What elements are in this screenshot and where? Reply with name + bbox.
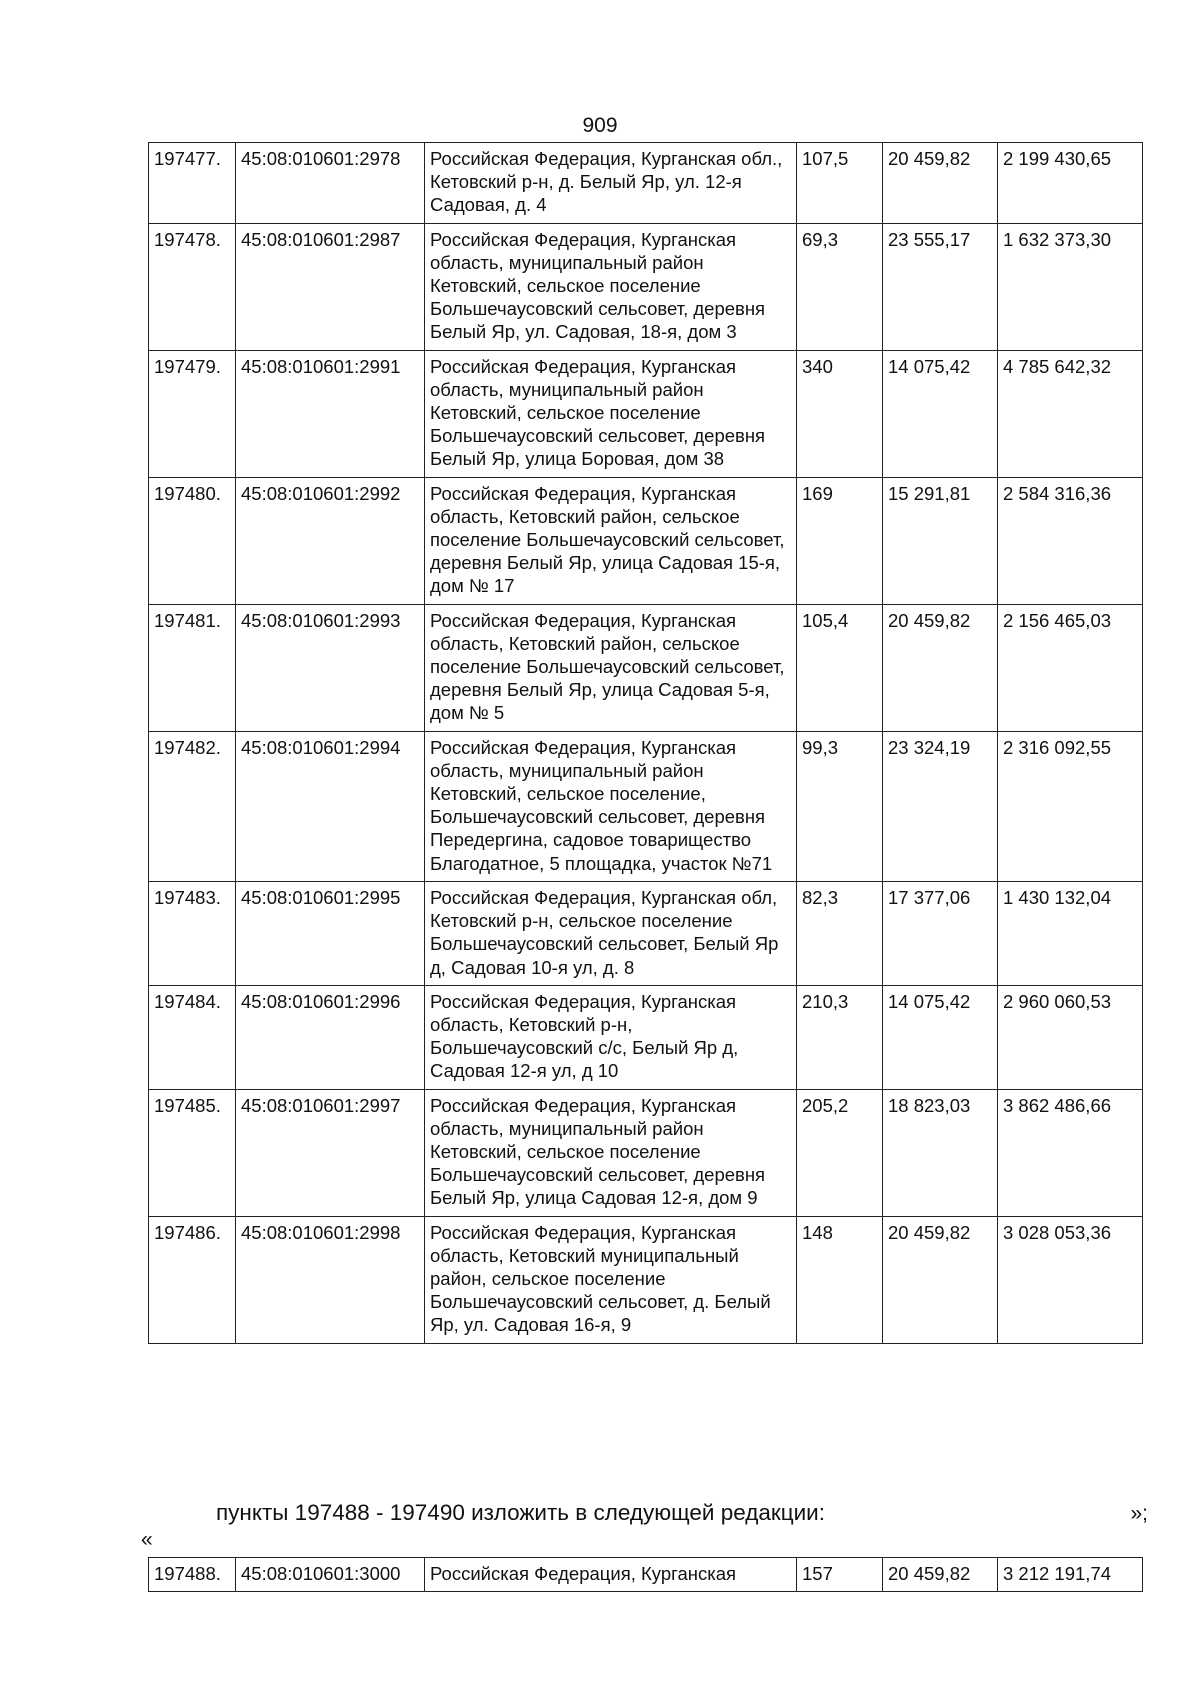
table-row: [149, 350, 1143, 477]
area-cell: 105,4: [797, 604, 883, 731]
item-number-cell: 197488.: [149, 1558, 236, 1592]
page-number: 909: [582, 114, 618, 137]
amendment-text: пункты 197488 - 197490 изложить в следующей редакции:: [216, 1500, 826, 1525]
area-cell: 107,5: [797, 143, 883, 224]
address-cell: Российская Федерация, Курганская область, Кетовский муниципальный район, сельское поселение Большечаусовский сельсовет, д. Белый Яр, ул. Садовая 16-я, 9: [425, 1216, 797, 1343]
cadastral-number-cell: 45:08:010601:2996: [236, 985, 425, 1089]
item-number-cell: 197482.: [149, 731, 236, 881]
opening-quote: «: [141, 1528, 153, 1551]
cadastral-number-cell: 45:08:010601:2991: [236, 350, 425, 477]
table-row: [149, 223, 1143, 350]
property-register-table: [148, 142, 1143, 1344]
closing-quote: »;: [1130, 1502, 1148, 1525]
cadastral-value-cell: 1 430 132,04: [998, 881, 1143, 985]
cadastral-value-cell: 3 028 053,36: [998, 1216, 1143, 1343]
address-cell: Российская Федерация, Курганская обл., Кетовский р-н, д. Белый Яр, ул. 12-я Садовая, д. 4: [425, 143, 797, 224]
area-cell: 148: [797, 1216, 883, 1343]
specific-value-cell: 20 459,82: [883, 143, 998, 224]
cadastral-value-cell: 2 316 092,55: [998, 731, 1143, 881]
address-cell: Российская Федерация, Курганская область, Кетовский р-н, Большечаусовский с/с, Белый Яр д, Садовая 12-я ул, д 10: [425, 985, 797, 1089]
area-cell: 205,2: [797, 1089, 883, 1216]
table-row: [149, 1558, 1143, 1592]
address-cell: Российская Федерация, Курганская область, Кетовский район, сельское поселение Большечаусовский сельсовет, деревня Белый Яр, улица Садовая 5-я, дом № 5: [425, 604, 797, 731]
address-cell: Российская Федерация, Курганская область, муниципальный район Кетовский, сельское поселение Большечаусовский сельсовет, деревня Белый Яр, улица Боровая, дом 38: [425, 350, 797, 477]
specific-value-cell: 15 291,81: [883, 477, 998, 604]
cadastral-number-cell: 45:08:010601:2993: [236, 604, 425, 731]
specific-value-cell: 20 459,82: [883, 1216, 998, 1343]
item-number-cell: 197481.: [149, 604, 236, 731]
cadastral-value-cell: 3 862 486,66: [998, 1089, 1143, 1216]
area-cell: 169: [797, 477, 883, 604]
cadastral-value-cell: 2 156 465,03: [998, 604, 1143, 731]
cadastral-number-cell: 45:08:010601:2978: [236, 143, 425, 224]
area-cell: 157: [797, 1558, 883, 1592]
specific-value-cell: 17 377,06: [883, 881, 998, 985]
item-number-cell: 197483.: [149, 881, 236, 985]
address-cell: Российская Федерация, Курганская область, муниципальный район Кетовский, сельское поселение, Большечаусовский сельсовет, деревня Передергина, садовое товарищество Благодатное, 5 площадка, участок №71: [425, 731, 797, 881]
area-cell: 82,3: [797, 881, 883, 985]
item-number-cell: 197484.: [149, 985, 236, 1089]
area-cell: 340: [797, 350, 883, 477]
cadastral-value-cell: 3 212 191,74: [998, 1558, 1143, 1592]
cadastral-number-cell: 45:08:010601:2995: [236, 881, 425, 985]
specific-value-cell: 23 555,17: [883, 223, 998, 350]
specific-value-cell: 20 459,82: [883, 1558, 998, 1592]
address-cell: Российская Федерация, Курганская: [425, 1558, 797, 1592]
specific-value-cell: 14 075,42: [883, 350, 998, 477]
amended-register-table: [148, 1557, 1143, 1592]
address-cell: Российская Федерация, Курганская обл, Кетовский р-н, сельское поселение Большечаусовский сельсовет, Белый Яр д, Садовая 10-я ул, д. 8: [425, 881, 797, 985]
item-number-cell: 197480.: [149, 477, 236, 604]
address-cell: Российская Федерация, Курганская область, Кетовский район, сельское поселение Большечаусовский сельсовет, деревня Белый Яр, улица Садовая 15-я, дом № 17: [425, 477, 797, 604]
cadastral-number-cell: 45:08:010601:2994: [236, 731, 425, 881]
specific-value-cell: 23 324,19: [883, 731, 998, 881]
table-row: [149, 1216, 1143, 1343]
table-row: [149, 731, 1143, 881]
cadastral-number-cell: 45:08:010601:2997: [236, 1089, 425, 1216]
cadastral-value-cell: 2 584 316,36: [998, 477, 1143, 604]
table-row: [149, 985, 1143, 1089]
specific-value-cell: 14 075,42: [883, 985, 998, 1089]
address-cell: Российская Федерация, Курганская область, муниципальный район Кетовский, сельское поселение Большечаусовский сельсовет, деревня Белый Яр, ул. Садовая, 18-я, дом 3: [425, 223, 797, 350]
area-cell: 210,3: [797, 985, 883, 1089]
cadastral-value-cell: 4 785 642,32: [998, 350, 1143, 477]
item-number-cell: 197477.: [149, 143, 236, 224]
area-cell: 69,3: [797, 223, 883, 350]
table-row: [149, 477, 1143, 604]
item-number-cell: 197485.: [149, 1089, 236, 1216]
item-number-cell: 197478.: [149, 223, 236, 350]
table-row: [149, 1089, 1143, 1216]
specific-value-cell: 18 823,03: [883, 1089, 998, 1216]
cadastral-value-cell: 2 199 430,65: [998, 143, 1143, 224]
table-row: [149, 881, 1143, 985]
cadastral-number-cell: 45:08:010601:2992: [236, 477, 425, 604]
table-row: [149, 604, 1143, 731]
cadastral-number-cell: 45:08:010601:2987: [236, 223, 425, 350]
cadastral-number-cell: 45:08:010601:3000: [236, 1558, 425, 1592]
cadastral-value-cell: 2 960 060,53: [998, 985, 1143, 1089]
area-cell: 99,3: [797, 731, 883, 881]
cadastral-number-cell: 45:08:010601:2998: [236, 1216, 425, 1343]
table-row: [149, 143, 1143, 224]
item-number-cell: 197479.: [149, 350, 236, 477]
item-number-cell: 197486.: [149, 1216, 236, 1343]
cadastral-value-cell: 1 632 373,30: [998, 223, 1143, 350]
address-cell: Российская Федерация, Курганская область, муниципальный район Кетовский, сельское поселение Большечаусовский сельсовет, деревня Белый Яр, улица Садовая 12-я, дом 9: [425, 1089, 797, 1216]
specific-value-cell: 20 459,82: [883, 604, 998, 731]
